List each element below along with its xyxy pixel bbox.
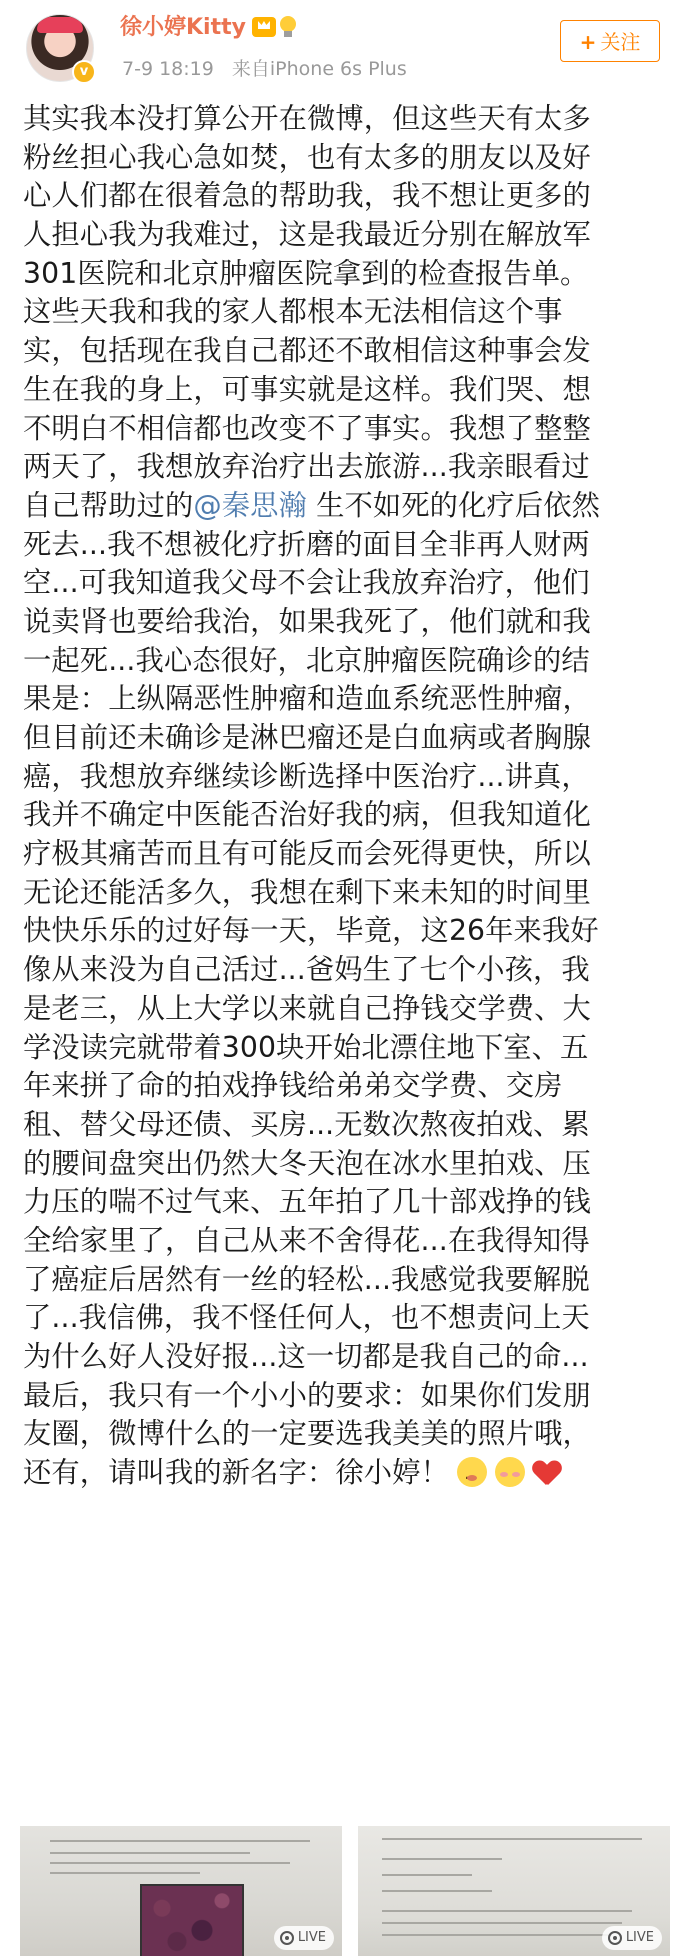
vip-crown-icon bbox=[252, 17, 276, 37]
document-line bbox=[50, 1840, 310, 1842]
tissue-image bbox=[140, 1884, 244, 1956]
post-line-with-mention bbox=[23, 487, 671, 526]
plus-icon: + bbox=[579, 30, 597, 54]
report-photo-1[interactable] bbox=[20, 1826, 342, 1956]
blush-emoji-icon bbox=[457, 1457, 487, 1487]
post-line: 全给家里了，自己从来不舍得花...在我得知得 bbox=[23, 1223, 590, 1257]
post-time: 7-9 18:19 bbox=[122, 58, 214, 80]
live-label: LIVE bbox=[625, 1930, 654, 1945]
document-line bbox=[382, 1890, 492, 1892]
document-line bbox=[382, 1874, 472, 1876]
post-line: 友圈，微博什么的一定要选我美美的照片哦， bbox=[23, 1417, 591, 1451]
post-meta bbox=[122, 54, 419, 81]
post-line: 学没读完就带着300块开始北漂住地下室、五 bbox=[23, 1030, 589, 1064]
post-line: 了癌症后居然有一丝的轻松...我感觉我要解脱 bbox=[23, 1262, 590, 1296]
document-line bbox=[382, 1934, 612, 1936]
post-line: 像从来没为自己活过...爸妈生了七个小孩，我 bbox=[23, 953, 590, 987]
post-line: 癌，我想放弃继续诊断选择中医治疗...讲真， bbox=[23, 759, 590, 793]
post-line: 年来拼了命的拍戏挣钱给弟弟交学费、交房 bbox=[23, 1069, 563, 1103]
post-line-with-emoji bbox=[23, 1454, 671, 1493]
post-line: 了...我信佛，我不怪任何人，也不想责问上天 bbox=[23, 1301, 590, 1335]
document-line bbox=[382, 1858, 502, 1860]
live-photo-icon bbox=[280, 1931, 294, 1945]
post-line: 无论还能活多久，我想在剩下来未知的时间里 bbox=[23, 875, 591, 909]
username[interactable]: 徐小婷Kitty bbox=[120, 15, 246, 40]
post-line: 生在我的身上，可事实就是这样。我们哭、想 bbox=[23, 372, 591, 406]
photo-grid bbox=[0, 1826, 690, 1956]
document-line bbox=[50, 1872, 200, 1874]
mention-link[interactable]: @秦思瀚 bbox=[193, 488, 307, 522]
avatar-hat-decoration bbox=[37, 17, 83, 33]
post-line: 快快乐乐的过好每一天，毕竟，这26年来我好 bbox=[23, 914, 599, 948]
post-line: 最后，我只有一个小小的要求：如果你们发朋 bbox=[23, 1378, 591, 1412]
post-line: 但目前还未确诊是淋巴瘤还是白血病或者胸腺 bbox=[23, 721, 591, 754]
post-line: 心人们都在很着急的帮助我，我不想让更多的 bbox=[23, 179, 591, 213]
post-line: 我并不确定中医能否治好我的病，但我知道化 bbox=[23, 798, 591, 832]
post-line: 死去...我不想被化疗折磨的面目全非再人财两 bbox=[23, 527, 590, 561]
post-line: 这些天我和我的家人都根本无法相信这个事 bbox=[23, 295, 563, 329]
post-line: 租、替父母还债、买房...无数次熬夜拍戏、累 bbox=[23, 1107, 590, 1141]
shy-emoji-icon bbox=[495, 1457, 525, 1487]
post-line: 是老三，从上大学以来就自己挣钱交学费、大 bbox=[23, 991, 591, 1025]
live-badge bbox=[602, 1926, 662, 1950]
post-line: 果是：上纵隔恶性肿瘤和造血系统恶性肿瘤， bbox=[23, 682, 591, 716]
follow-button[interactable] bbox=[560, 20, 660, 62]
username-row[interactable] bbox=[120, 10, 296, 41]
post-line-text: 生不如死的化疗后依然 bbox=[306, 488, 601, 522]
report-photo-2[interactable] bbox=[358, 1826, 670, 1956]
post-line: 不明白不相信都也改变不了事实。我想了整整 bbox=[23, 411, 591, 445]
post-text bbox=[23, 100, 671, 1493]
post-line: 为什么好人没好报...这一切都是我自己的命... bbox=[23, 1340, 589, 1373]
post-line-text: 自己帮助过的 bbox=[23, 488, 194, 522]
follow-label: 关注 bbox=[600, 30, 641, 54]
post-line: 疗极其痛苦而且有可能反而会死得更快，所以 bbox=[23, 837, 591, 871]
post-line: 一起死...我心态很好，北京肿瘤医院确诊的结 bbox=[23, 643, 590, 677]
post-line-text: 还有，请叫我的新名字：徐小婷！ bbox=[23, 1456, 449, 1490]
document-line bbox=[382, 1838, 642, 1840]
post-source: 来自iPhone 6s Plus bbox=[231, 58, 407, 80]
document-line bbox=[50, 1862, 290, 1864]
heart-icon bbox=[533, 1461, 561, 1487]
verified-badge-icon: v bbox=[72, 60, 96, 84]
post-line: 粉丝担心我心急如焚，也有太多的朋友以及好 bbox=[23, 140, 591, 174]
post-line: 空...可我知道我父母不会让我放弃治疗，他们 bbox=[23, 566, 590, 600]
live-badge bbox=[274, 1926, 334, 1950]
post-line: 力压的喘不过气来、五年拍了几十部戏挣的钱 bbox=[23, 1185, 591, 1219]
document-line bbox=[382, 1922, 622, 1924]
post-line: 实，包括现在我自己都还不敢相信这种事会发 bbox=[23, 334, 591, 368]
post-line: 的腰间盘突出仍然大冬天泡在冰水里拍戏、压 bbox=[23, 1146, 591, 1180]
post-header bbox=[0, 0, 690, 100]
post-line: 人担心我为我难过，这是我最近分别在解放军 bbox=[23, 218, 591, 252]
lightbulb-icon bbox=[280, 16, 296, 38]
post-line: 两天了，我想放弃治疗出去旅游...我亲眼看过 bbox=[23, 450, 590, 484]
live-photo-icon bbox=[608, 1931, 622, 1945]
post-line: 说卖肾也要给我治，如果我死了，他们就和我 bbox=[23, 604, 591, 638]
document-line bbox=[50, 1852, 250, 1854]
post-line: 301医院和北京肿瘤医院拿到的检查报告单。 bbox=[23, 256, 589, 290]
document-line bbox=[382, 1910, 632, 1912]
post-line: 其实我本没打算公开在微博，但这些天有太多 bbox=[23, 102, 591, 135]
live-label: LIVE bbox=[297, 1930, 326, 1945]
